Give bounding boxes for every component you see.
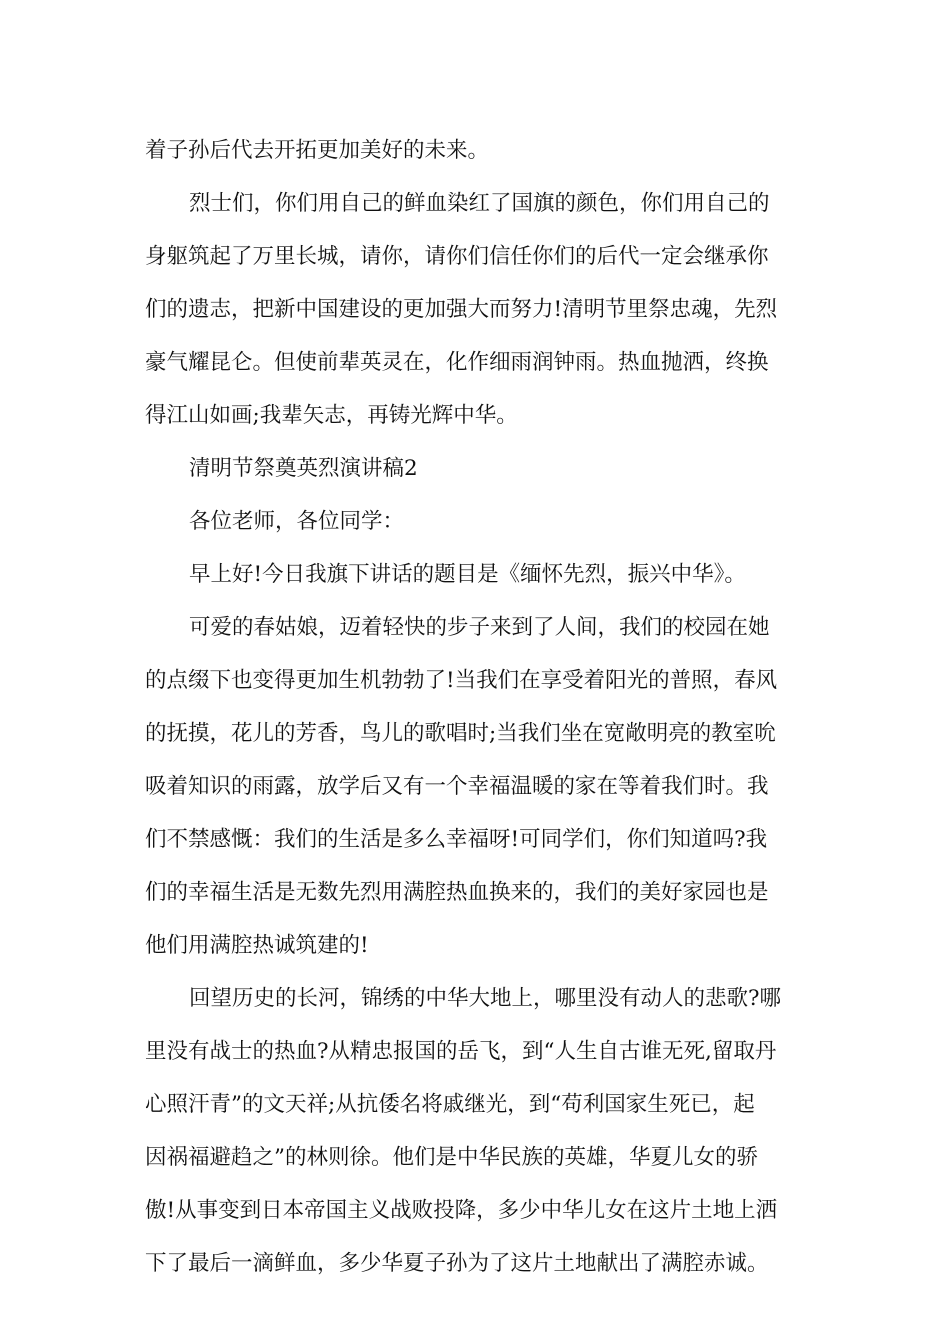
text-line: 下了最后一滴鲜血，多少华夏子孙为了这片土地献出了满腔赤诚。 [145, 1251, 769, 1276]
text-line: 他们用满腔热诚筑建的! [145, 933, 369, 958]
text-line: 身躯筑起了万里长城，请你，请你们信任你们的后代一定会继承你 [145, 244, 769, 269]
text-line: 烈士们，你们用自己的鲜血染红了国旗的颜色，你们用自己的 [189, 191, 770, 216]
text-line: 得江山如画;我辈矢志，再铸光辉中华。 [145, 403, 518, 428]
text-line: 里没有战士的热血?从精忠报国的岳飞，到“人生自古谁无死,留取丹 [145, 1039, 777, 1064]
text-line: 早上好!今日我旗下讲话的题目是《缅怀先烈，振兴中华》。 [189, 562, 746, 587]
text-line: 们的遗志，把新中国建设的更加强大而努力!清明节里祭忠魂，先烈 [145, 297, 778, 322]
salutation: 各位老师，各位同学： [189, 509, 405, 534]
section-heading: 清明节祭奠英烈演讲稿2 [189, 456, 418, 481]
text-line: 的点缀下也变得更加生机勃勃了!当我们在享受着阳光的普照，春风 [145, 668, 778, 693]
text-line: 心照汗青”的文天祥;从抗倭名将戚继光，到“苟利国家生死已，起 [145, 1092, 755, 1117]
text-line: 们的幸福生活是无数先烈用满腔热血换来的，我们的美好家园也是 [145, 880, 769, 905]
text-line: 回望历史的长河，锦绣的中华大地上，哪里没有动人的悲歌?哪 [189, 986, 782, 1011]
text-line: 着子孙后代去开拓更加美好的未来。 [145, 138, 490, 163]
text-line: 的抚摸，花儿的芳香，鸟儿的歌唱时;当我们坐在宽敞明亮的教室吮 [145, 721, 776, 746]
text-line: 傲!从事变到日本帝国主义战败投降，多少中华儿女在这片土地上洒 [145, 1198, 778, 1223]
text-line: 吸着知识的雨露，放学后又有一个幸福温暖的家在等着我们时。我 [145, 774, 769, 799]
text-line: 可爱的春姑娘，迈着轻快的步子来到了人间，我们的校园在她 [189, 615, 770, 640]
text-line: 因祸福避趋之”的林则徐。他们是中华民族的英雄，华夏儿女的骄 [145, 1145, 758, 1170]
document-body [145, 124, 810, 1290]
text-line: 们不禁感慨：我们的生活是多么幸福呀!可同学们，你们知道吗?我 [145, 827, 768, 852]
text-line: 豪气耀昆仑。但使前辈英灵在，化作细雨润钟雨。热血抛洒，终换 [145, 350, 769, 375]
